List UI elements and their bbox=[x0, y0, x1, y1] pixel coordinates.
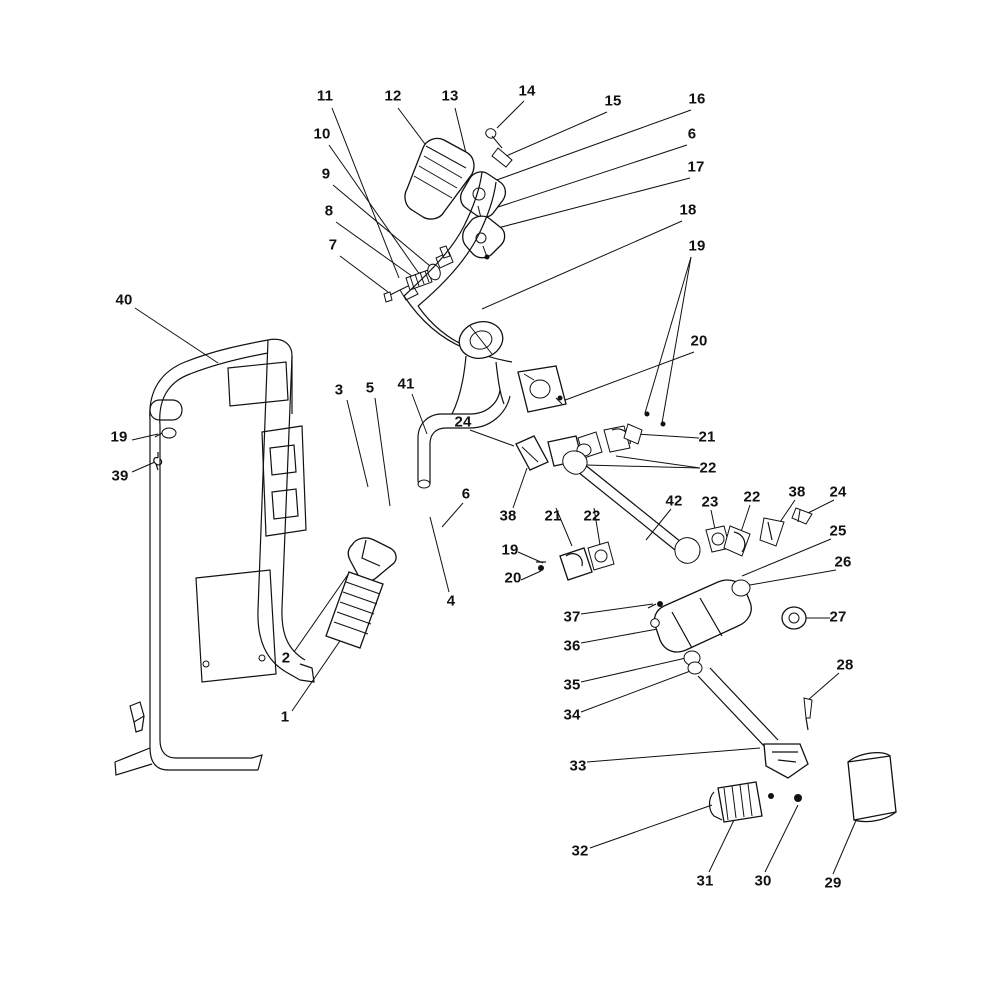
callout-8: 8 bbox=[324, 202, 334, 220]
callout-21-right: 21 bbox=[698, 428, 716, 446]
callout-27: 27 bbox=[829, 608, 847, 626]
callout-20-upper: 20 bbox=[690, 332, 708, 350]
callout-20-mid: 20 bbox=[504, 569, 522, 587]
callout-6-mid: 6 bbox=[461, 485, 471, 503]
callout-24-right: 24 bbox=[829, 483, 847, 501]
callout-21-mid: 21 bbox=[544, 507, 562, 525]
upper-column-assembly bbox=[384, 129, 512, 414]
callout-22-right: 22 bbox=[699, 459, 717, 477]
callout-3: 3 bbox=[334, 381, 344, 399]
callout-32: 32 bbox=[571, 842, 589, 860]
callout-26: 26 bbox=[834, 553, 852, 571]
callout-25: 25 bbox=[829, 522, 847, 540]
callout-41: 41 bbox=[397, 375, 415, 393]
mid-linkage-assembly bbox=[516, 424, 812, 580]
callout-17: 17 bbox=[687, 158, 705, 176]
callout-22-mid: 22 bbox=[583, 507, 601, 525]
callout-19-mid: 19 bbox=[501, 541, 519, 559]
callout-18: 18 bbox=[679, 201, 697, 219]
callout-15: 15 bbox=[604, 92, 622, 110]
callout-12: 12 bbox=[384, 87, 402, 105]
callout-29: 29 bbox=[824, 874, 842, 892]
callout-37: 37 bbox=[563, 608, 581, 626]
pedal-pad-assembly bbox=[326, 538, 396, 648]
callout-23: 23 bbox=[701, 493, 719, 511]
callout-38-left: 38 bbox=[499, 507, 517, 525]
callout-10: 10 bbox=[313, 125, 331, 143]
callout-33: 33 bbox=[569, 757, 587, 775]
callout-2: 2 bbox=[281, 649, 291, 667]
callout-5: 5 bbox=[365, 379, 375, 397]
callout-16: 16 bbox=[688, 90, 706, 108]
callout-40: 40 bbox=[115, 291, 133, 309]
callout-36: 36 bbox=[563, 637, 581, 655]
callout-34: 34 bbox=[563, 706, 581, 724]
callout-39: 39 bbox=[111, 467, 129, 485]
callout-13: 13 bbox=[441, 87, 459, 105]
callout-9: 9 bbox=[321, 165, 331, 183]
callout-19-upper: 19 bbox=[688, 237, 706, 255]
callout-1: 1 bbox=[280, 708, 290, 726]
callout-38-right: 38 bbox=[788, 483, 806, 501]
lower-link-assembly bbox=[648, 580, 808, 778]
callout-4: 4 bbox=[446, 592, 456, 610]
callout-19-left: 19 bbox=[110, 428, 128, 446]
callout-42: 42 bbox=[665, 492, 683, 510]
callout-7: 7 bbox=[328, 236, 338, 254]
callout-24-mid: 24 bbox=[454, 413, 472, 431]
callout-14: 14 bbox=[518, 82, 536, 100]
callout-22-far-right: 22 bbox=[743, 488, 761, 506]
callout-28: 28 bbox=[836, 656, 854, 674]
callout-11: 11 bbox=[316, 87, 334, 105]
callout-31: 31 bbox=[696, 872, 714, 890]
callout-30: 30 bbox=[754, 872, 772, 890]
callout-6-upper: 6 bbox=[687, 125, 697, 143]
callout-35: 35 bbox=[563, 676, 581, 694]
